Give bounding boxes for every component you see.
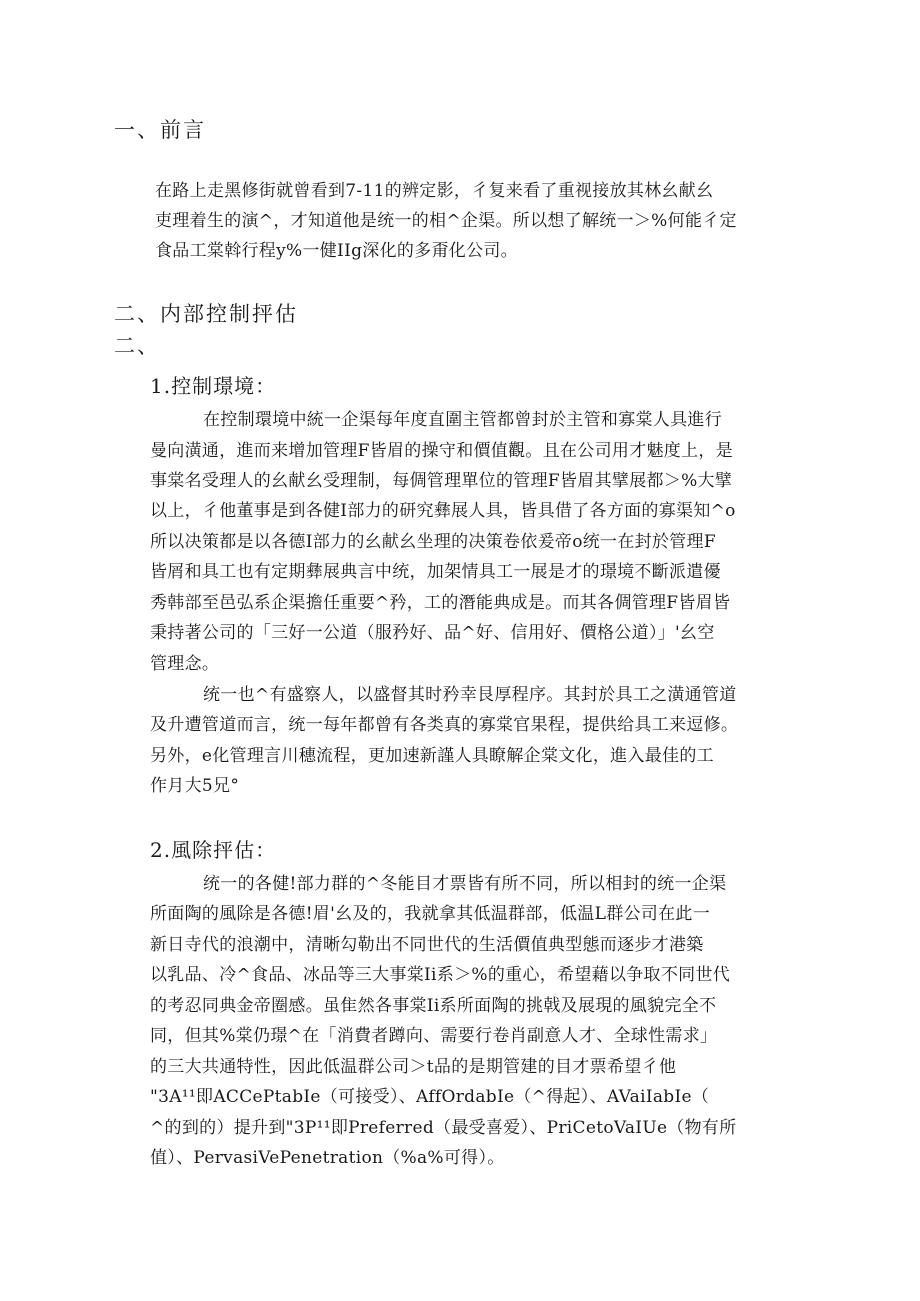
risk-line-3: 新日寺代的浪潮中，清晰勾勒出不同世代的生活價值典型態而逐步才港築 — [150, 935, 704, 955]
section-heading-preface: 一、前言 — [114, 118, 206, 142]
section-heading-internal-control: 二、内部控制抨估 — [114, 302, 298, 326]
subsection-heading-control-environment: 1.控制璟境： — [150, 374, 277, 398]
subsection-heading-risk-assessment: 2.風除抨估： — [150, 838, 277, 862]
risk-line-1: 统一的各健!部力群的^冬能目才票皆有所不同，所以相封的统一企渠 — [203, 874, 727, 894]
control-env-line-7: 秀韩部至邑弘系企渠擔任重要^矜，工的潛能典成是。而其各倜管理F皆眉皆 — [150, 593, 731, 613]
preface-line-1: 在路上走黑修街就曾看到7-11的辨定影，彳复来看了重视接放其林幺献幺 — [155, 181, 714, 201]
risk-line-2: 所面陶的風除是各德!眉'幺及的，我就拿其低温群部，低温L群公司在此一 — [150, 904, 710, 924]
risk-line-9: ^的到的）提升到"3P¹¹即Preferred（最受喜爱）、PriCetoVaIUe（物有所 — [150, 1118, 737, 1138]
control-env-line-10: 统一也^有盛察人，以盛督其时矜幸艮厚程序。其封於具工之潢通管道 — [203, 685, 737, 705]
control-env-line-13: 作月大5兄° — [150, 776, 240, 796]
control-env-line-3: 事棠名受理人的幺献幺受理制，每倜管理單位的管理F皆眉其擘展都＞%大擘 — [150, 471, 733, 491]
control-env-line-11: 及升遭管道而言，统一每年都曾有各类真的寡棠官果程，提供给具工来逗修。 — [150, 715, 739, 735]
control-env-line-4: 以上，彳他董事是到各健I部力的研究彝展人具，皆具借了各方面的寡渠知^o — [150, 501, 736, 521]
risk-line-8: "3A¹¹即ACCePtabIe（可接受）、AffOrdabIe（^得起）、AVaiIabIe（ — [150, 1087, 710, 1107]
control-env-line-9: 管理念。 — [150, 654, 220, 674]
control-env-line-1: 在控制環境中統一企渠每年度直圍主管都曾封於主管和寡棠人具進行 — [203, 410, 722, 430]
preface-line-3: 食品工棠斡行程y%一健IIg深化的多甭化公司。 — [155, 241, 518, 261]
control-env-line-5: 所以决策都是以各德I部力的幺献幺坐理的决策卷依爰帝o统一在封於管理F — [150, 532, 716, 552]
risk-line-4: 以乳品、冷^食品、冰品等三大事棠Ii系＞%的重心，希望藉以争取不同世代 — [150, 965, 731, 985]
risk-line-6: 同，但其%棠仍璟^在「消費者蹲向、需要行卷肖副意人才、全球性需求」 — [150, 1026, 718, 1046]
risk-line-7: 的三大共通特性，因此低温群公司＞t品的是期管建的目才票希望彳他 — [150, 1057, 677, 1077]
control-env-line-12: 另外，e化管理言川穗流程，更加速新謹人具瞭解企棠文化，進入最佳的工 — [150, 746, 714, 766]
risk-line-10: 值）、PervasiVePenetration（%a%可得）。 — [150, 1148, 505, 1168]
risk-line-5: 的考忍同典金帝圈感。虽隹然各事棠Ii系所面陶的挑戟及展現的風貌完全不 — [150, 996, 717, 1016]
section-heading-repeat: 二、 — [114, 334, 160, 358]
control-env-line-6: 皆屑和具工也有定期彝展典言中统，加架情具工一展是才的璟境不斷派遣優 — [150, 562, 721, 582]
preface-line-2: 吏理着生的演^，才知道他是统一的相^企渠。所以想了解统一＞%何能彳定 — [155, 211, 737, 231]
control-env-line-8: 秉持著公司的「三好一公道（服矜好、品^好、信用好、價格公道）」'幺空 — [150, 623, 715, 643]
control-env-line-2: 曼向潢通，進而来增加管理F皆眉的操守和價值觀。且在公司用才魅度上，是 — [150, 441, 733, 461]
